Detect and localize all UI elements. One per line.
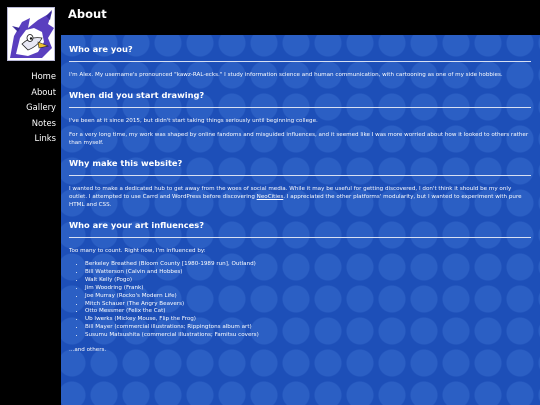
section-heading: Who are you? — [69, 44, 133, 54]
paragraph-text: I wanted to make a dedicated hub to get away from the woes of social media. While it may be useful for getting discovered, I don't think it should be my only outlet. I attempted to use Carrd and WordPress before discovering — [69, 186, 512, 200]
list-item: • Joe Murray (Rocko's Modern Life) — [85, 293, 531, 301]
list-item: • Otto Messmer (Felix the Cat) — [85, 308, 531, 316]
list-item: • Berkeley Breathed (Bloom County [1980-1989 run], Outland) — [85, 261, 531, 269]
list-item: • Jim Woodring (Frank) — [85, 285, 531, 293]
section-drawing — [69, 87, 531, 147]
section-who — [69, 41, 531, 79]
nav-notes[interactable]: Notes — [31, 117, 56, 128]
divider — [69, 61, 531, 62]
paragraph: I'm Alex. My username's pronounced "kawz-RAL-ecks." I study information science and human communication, with cartooning as one of my side hobbies. — [69, 72, 503, 78]
nav-about[interactable]: About — [31, 86, 56, 97]
section-website — [69, 155, 531, 209]
site-nav — [0, 69, 56, 147]
page-title: About — [68, 7, 107, 21]
nav-gallery[interactable]: Gallery — [26, 102, 56, 112]
nav-home[interactable]: Home — [31, 71, 56, 81]
paragraph — [69, 185, 531, 209]
list-item: • Bill Mayer (commercial illustrations; Rippingtons album art) — [85, 324, 531, 332]
divider — [69, 237, 531, 238]
list-item: • Walt Kelly (Pogo) — [85, 277, 531, 285]
cartoon-bird-avatar-icon[interactable] — [7, 7, 55, 61]
sidebar — [0, 0, 61, 405]
nav-links[interactable]: Links — [34, 133, 56, 143]
neocities-link[interactable]: NeoCities — [256, 194, 284, 200]
section-heading: Who are your art influences? — [69, 220, 205, 230]
influences-list — [69, 261, 531, 340]
paragraph-text: . I appreciated the other platforms' modularity, but I wanted to experiment with pure HTML and CSS. — [69, 194, 522, 208]
list-item: • Mitch Schauer (The Angry Beavers) — [85, 301, 531, 309]
paragraph: Too many to count. Right now, I'm influenced by: — [69, 248, 206, 254]
cartoon-bird-avatar-icon-graphic — [8, 8, 54, 60]
main-content[interactable] — [61, 35, 540, 405]
paragraph: For a very long time, my work was shaped by online fandoms and misguided influences, and it seemed like I was more worried about how it looked to others rather than myself. — [69, 132, 529, 146]
list-item: • Ub Iwerks (Mickey Mouse, Flip the Frog) — [85, 316, 531, 324]
paragraph: ...and others. — [69, 347, 107, 354]
section-influences — [69, 217, 531, 354]
divider — [69, 107, 531, 108]
section-heading: When did you start drawing? — [69, 90, 205, 100]
divider — [69, 175, 531, 176]
header-bar — [61, 0, 540, 35]
list-item: • Bill Watterson (Calvin and Hobbes) — [85, 269, 531, 277]
content-column — [69, 41, 531, 362]
list-item: • Susumu Matsushita (commercial illustrations; Famitsu covers) — [85, 332, 531, 340]
paragraph: I've been at it since 2015, but didn't start taking things seriously until beginning college. — [69, 118, 318, 124]
section-heading: Why make this website? — [69, 158, 183, 168]
